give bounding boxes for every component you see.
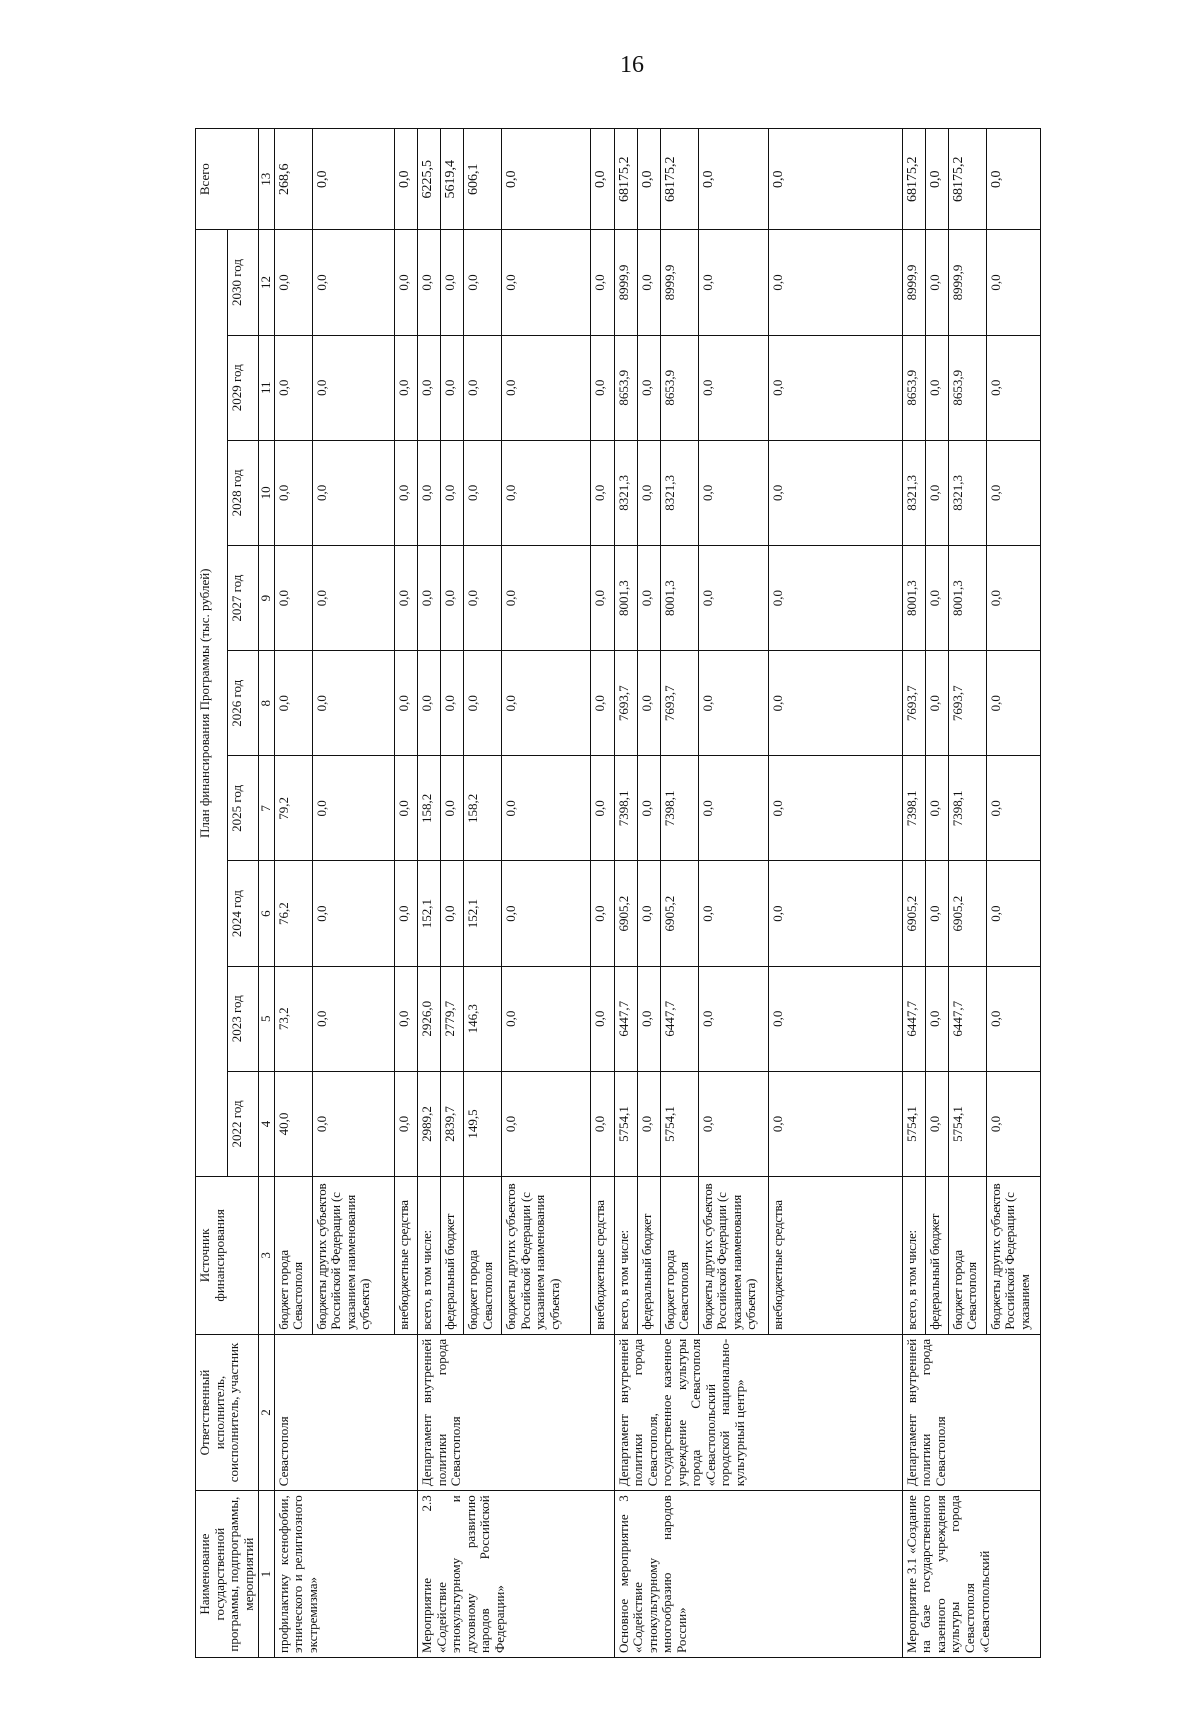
amount-cell: 7693,7 (614, 651, 637, 756)
amount-cell: 0,0 (502, 966, 591, 1071)
amount-cell: 0,0 (986, 861, 1040, 966)
amount-cell: 8321,3 (614, 440, 637, 545)
column-number: 13 (259, 129, 275, 230)
column-number: 8 (259, 651, 275, 756)
amount-cell: 0,0 (591, 1071, 614, 1176)
funding-source: внебюджетные средства (395, 1177, 418, 1335)
column-number: 7 (259, 756, 275, 861)
amount-cell: 0,0 (441, 335, 464, 440)
total-cell: 0,0 (637, 129, 660, 230)
header-year: 2028 год (227, 440, 259, 545)
amount-cell: 0,0 (274, 230, 312, 335)
amount-cell: 6447,7 (614, 966, 637, 1071)
amount-cell: 0,0 (395, 861, 418, 966)
amount-cell: 0,0 (274, 440, 312, 545)
amount-cell: 8653,9 (902, 335, 925, 440)
amount-cell: 0,0 (986, 651, 1040, 756)
amount-cell: 0,0 (418, 335, 441, 440)
total-cell: 0,0 (986, 129, 1040, 230)
total-cell: 0,0 (698, 129, 768, 230)
amount-cell: 0,0 (637, 1071, 660, 1176)
funding-source: внебюджетные средства (769, 1177, 903, 1335)
amount-cell: 0,0 (769, 335, 903, 440)
amount-cell: 0,0 (698, 651, 768, 756)
total-cell: 0,0 (769, 129, 903, 230)
amount-cell: 0,0 (925, 335, 948, 440)
amount-cell: 0,0 (925, 966, 948, 1071)
amount-cell: 7693,7 (902, 651, 925, 756)
amount-cell: 0,0 (441, 756, 464, 861)
table-body (274, 129, 1040, 1658)
amount-cell: 8653,9 (948, 335, 986, 440)
header-year: 2024 год (227, 861, 259, 966)
total-cell: 268,6 (274, 129, 312, 230)
amount-cell: 0,0 (769, 861, 903, 966)
amount-cell: 0,0 (698, 545, 768, 650)
amount-cell: 0,0 (637, 966, 660, 1071)
amount-cell: 0,0 (986, 440, 1040, 545)
table-row (418, 129, 441, 1658)
header-year: 2029 год (227, 335, 259, 440)
header-year: 2023 год (227, 966, 259, 1071)
amount-cell: 0,0 (591, 756, 614, 861)
total-cell: 0,0 (395, 129, 418, 230)
funding-source: бюджет города Севастополя (464, 1177, 502, 1335)
column-number: 3 (259, 1177, 275, 1335)
amount-cell: 73,2 (274, 966, 312, 1071)
amount-cell: 0,0 (769, 966, 903, 1071)
total-cell: 606,1 (464, 129, 502, 230)
funding-source: всего, в том числе: (418, 1177, 441, 1335)
amount-cell: 0,0 (312, 230, 394, 335)
amount-cell: 2926,0 (418, 966, 441, 1071)
amount-cell: 0,0 (637, 440, 660, 545)
amount-cell: 0,0 (698, 440, 768, 545)
amount-cell: 8321,3 (948, 440, 986, 545)
amount-cell: 0,0 (698, 1071, 768, 1176)
total-cell: 68175,2 (948, 129, 986, 230)
amount-cell: 0,0 (395, 335, 418, 440)
amount-cell: 7693,7 (948, 651, 986, 756)
amount-cell: 7398,1 (614, 756, 637, 861)
header-total: Всего (196, 129, 259, 230)
total-cell: 0,0 (312, 129, 394, 230)
measure-name: Основное мероприятие 3 «Содействие этнокультурному многообразию народов России» (614, 1491, 902, 1658)
amount-cell: 0,0 (464, 545, 502, 650)
amount-cell: 0,0 (925, 651, 948, 756)
amount-cell: 0,0 (418, 230, 441, 335)
header-source: Источник финансирования (196, 1177, 259, 1335)
amount-cell: 6905,2 (948, 861, 986, 966)
amount-cell: 7693,7 (660, 651, 698, 756)
column-numbers-row (259, 129, 275, 1658)
amount-cell: 0,0 (502, 756, 591, 861)
amount-cell: 2839,7 (441, 1071, 464, 1176)
total-cell: 6225,5 (418, 129, 441, 230)
amount-cell: 0,0 (925, 756, 948, 861)
amount-cell: 0,0 (418, 545, 441, 650)
amount-cell: 0,0 (925, 545, 948, 650)
amount-cell: 0,0 (925, 861, 948, 966)
amount-cell: 8999,9 (660, 230, 698, 335)
amount-cell: 0,0 (591, 440, 614, 545)
funding-source: внебюджетные средства (591, 1177, 614, 1335)
amount-cell: 0,0 (395, 651, 418, 756)
funding-source: бюджеты других субъектов Российской Федерации (с указанием наименования субъекта) (502, 1177, 591, 1335)
column-number: 2 (259, 1334, 275, 1490)
amount-cell: 0,0 (464, 440, 502, 545)
amount-cell: 0,0 (502, 861, 591, 966)
amount-cell: 0,0 (986, 756, 1040, 861)
page-number: 16 (620, 52, 644, 78)
amount-cell: 0,0 (698, 756, 768, 861)
funding-source: бюджеты других субъектов Российской Федерации (с указанием наименования субъекта) (312, 1177, 394, 1335)
column-number: 9 (259, 545, 275, 650)
amount-cell: 0,0 (637, 230, 660, 335)
amount-cell: 2989,2 (418, 1071, 441, 1176)
amount-cell: 6905,2 (902, 861, 925, 966)
amount-cell: 0,0 (502, 545, 591, 650)
amount-cell: 0,0 (464, 230, 502, 335)
amount-cell: 146,3 (464, 966, 502, 1071)
amount-cell: 0,0 (395, 756, 418, 861)
funding-source: федеральный бюджет (441, 1177, 464, 1335)
rotated-table-frame (195, 128, 1030, 1658)
amount-cell: 7398,1 (902, 756, 925, 861)
amount-cell: 0,0 (637, 651, 660, 756)
amount-cell: 8001,3 (660, 545, 698, 650)
amount-cell: 0,0 (502, 440, 591, 545)
table-row (902, 129, 925, 1658)
header-plan: План финансирования Программы (тыс. рублей) (196, 230, 228, 1177)
amount-cell: 76,2 (274, 861, 312, 966)
amount-cell: 158,2 (464, 756, 502, 861)
amount-cell: 0,0 (698, 230, 768, 335)
amount-cell: 0,0 (637, 545, 660, 650)
amount-cell: 0,0 (986, 335, 1040, 440)
amount-cell: 6905,2 (614, 861, 637, 966)
amount-cell: 0,0 (464, 335, 502, 440)
amount-cell: 0,0 (986, 966, 1040, 1071)
amount-cell: 0,0 (925, 230, 948, 335)
amount-cell: 0,0 (464, 651, 502, 756)
measure-name: профилактику ксенофобии, этнического и религиозного экстремизма» (274, 1491, 418, 1658)
amount-cell: 0,0 (395, 230, 418, 335)
amount-cell: 0,0 (395, 545, 418, 650)
column-number: 10 (259, 440, 275, 545)
amount-cell: 0,0 (637, 335, 660, 440)
total-cell: 68175,2 (660, 129, 698, 230)
amount-cell: 8999,9 (902, 230, 925, 335)
amount-cell: 0,0 (698, 966, 768, 1071)
table-header (196, 129, 275, 1658)
amount-cell: 6905,2 (660, 861, 698, 966)
amount-cell: 0,0 (769, 1071, 903, 1176)
amount-cell: 0,0 (698, 335, 768, 440)
amount-cell: 0,0 (312, 756, 394, 861)
amount-cell: 8321,3 (660, 440, 698, 545)
responsible-executor: Севастополя (274, 1334, 418, 1490)
column-number: 12 (259, 230, 275, 335)
amount-cell: 0,0 (591, 335, 614, 440)
amount-cell: 0,0 (769, 651, 903, 756)
total-cell: 68175,2 (902, 129, 925, 230)
amount-cell: 0,0 (395, 440, 418, 545)
amount-cell: 0,0 (769, 230, 903, 335)
amount-cell: 0,0 (395, 966, 418, 1071)
column-number: 1 (259, 1491, 275, 1658)
amount-cell: 0,0 (591, 230, 614, 335)
amount-cell: 0,0 (769, 545, 903, 650)
amount-cell: 8653,9 (614, 335, 637, 440)
amount-cell: 0,0 (274, 335, 312, 440)
amount-cell: 0,0 (637, 861, 660, 966)
amount-cell: 8001,3 (614, 545, 637, 650)
funding-source: федеральный бюджет (925, 1177, 948, 1335)
amount-cell: 79,2 (274, 756, 312, 861)
financing-table (195, 128, 1041, 1658)
funding-source: бюджет города Севастополя (948, 1177, 986, 1335)
funding-source: бюджеты других субъектов Российской Федерации (с указанием наименования субъекта) (698, 1177, 768, 1335)
column-number: 4 (259, 1071, 275, 1176)
amount-cell: 5754,1 (660, 1071, 698, 1176)
amount-cell: 0,0 (769, 756, 903, 861)
table-row (614, 129, 637, 1658)
amount-cell: 8999,9 (614, 230, 637, 335)
amount-cell: 0,0 (637, 756, 660, 861)
funding-source: бюджет города Севастополя (274, 1177, 312, 1335)
header-year: 2027 год (227, 545, 259, 650)
amount-cell: 0,0 (591, 861, 614, 966)
measure-name: Мероприятие 2.3 «Содействие этнокультурному и духовному развитию народов Российской Федерации» (418, 1491, 614, 1658)
amount-cell: 6447,7 (660, 966, 698, 1071)
amount-cell: 0,0 (502, 651, 591, 756)
funding-source: всего, в том числе: (902, 1177, 925, 1335)
rotated-table-canvas (195, 128, 1030, 1658)
responsible-executor: Департамент внутренней политики города Севастополя (418, 1334, 614, 1490)
total-cell: 68175,2 (614, 129, 637, 230)
amount-cell: 7398,1 (948, 756, 986, 861)
amount-cell: 0,0 (312, 966, 394, 1071)
amount-cell: 152,1 (464, 861, 502, 966)
total-cell: 5619,4 (441, 129, 464, 230)
amount-cell: 5754,1 (614, 1071, 637, 1176)
column-number: 6 (259, 861, 275, 966)
header-year: 2022 год (227, 1071, 259, 1176)
amount-cell: 0,0 (395, 1071, 418, 1176)
responsible-executor: Департамент внутренней политики города Севастополя, государственное казенное учреждение культуры города Севастополя «Севастопольский городской национально-культурный центр» (614, 1334, 902, 1490)
amount-cell: 0,0 (312, 1071, 394, 1176)
amount-cell: 0,0 (441, 230, 464, 335)
header-responsible: Ответственный исполнитель, соисполнитель, участник (196, 1334, 259, 1490)
amount-cell: 0,0 (441, 861, 464, 966)
amount-cell: 149,5 (464, 1071, 502, 1176)
amount-cell: 0,0 (312, 651, 394, 756)
amount-cell: 8321,3 (902, 440, 925, 545)
amount-cell: 152,1 (418, 861, 441, 966)
amount-cell: 40,0 (274, 1071, 312, 1176)
amount-cell: 0,0 (441, 440, 464, 545)
amount-cell: 8001,3 (948, 545, 986, 650)
amount-cell: 8999,9 (948, 230, 986, 335)
amount-cell: 0,0 (502, 1071, 591, 1176)
table-row (274, 129, 312, 1658)
amount-cell: 0,0 (312, 335, 394, 440)
amount-cell: 0,0 (418, 651, 441, 756)
amount-cell: 0,0 (698, 861, 768, 966)
amount-cell: 0,0 (441, 651, 464, 756)
amount-cell: 5754,1 (902, 1071, 925, 1176)
amount-cell: 158,2 (418, 756, 441, 861)
total-cell: 0,0 (925, 129, 948, 230)
amount-cell: 0,0 (274, 651, 312, 756)
amount-cell: 0,0 (925, 1071, 948, 1176)
amount-cell: 0,0 (441, 545, 464, 650)
amount-cell: 0,0 (986, 230, 1040, 335)
funding-source: бюджет города Севастополя (660, 1177, 698, 1335)
measure-name: Мероприятие 3.1 «Создание на базе государственного казенного учреждения культуры города Севастополя «Севастопольский (902, 1491, 1040, 1658)
total-cell: 0,0 (591, 129, 614, 230)
header-year: 2026 год (227, 651, 259, 756)
amount-cell: 0,0 (274, 545, 312, 650)
amount-cell: 5754,1 (948, 1071, 986, 1176)
amount-cell: 0,0 (591, 651, 614, 756)
amount-cell: 0,0 (591, 545, 614, 650)
responsible-executor: Департамент внутренней политики города Севастополя (902, 1334, 1040, 1490)
funding-source: федеральный бюджет (637, 1177, 660, 1335)
amount-cell: 0,0 (502, 230, 591, 335)
amount-cell: 2779,7 (441, 966, 464, 1071)
funding-source: всего, в том числе: (614, 1177, 637, 1335)
amount-cell: 6447,7 (948, 966, 986, 1071)
amount-cell: 6447,7 (902, 966, 925, 1071)
amount-cell: 8001,3 (902, 545, 925, 650)
column-number: 5 (259, 966, 275, 1071)
amount-cell: 0,0 (986, 545, 1040, 650)
amount-cell: 8653,9 (660, 335, 698, 440)
amount-cell: 0,0 (312, 545, 394, 650)
column-number: 11 (259, 335, 275, 440)
amount-cell: 0,0 (925, 440, 948, 545)
header-year: 2030 год (227, 230, 259, 335)
amount-cell: 7398,1 (660, 756, 698, 861)
amount-cell: 0,0 (769, 440, 903, 545)
amount-cell: 0,0 (418, 440, 441, 545)
header-year: 2025 год (227, 756, 259, 861)
amount-cell: 0,0 (502, 335, 591, 440)
total-cell: 0,0 (502, 129, 591, 230)
amount-cell: 0,0 (986, 1071, 1040, 1176)
amount-cell: 0,0 (312, 440, 394, 545)
amount-cell: 0,0 (591, 966, 614, 1071)
amount-cell: 0,0 (312, 861, 394, 966)
header-name: Наименование государственной программы, подпрограммы, мероприятий (196, 1491, 259, 1658)
funding-source: бюджеты других субъектов Российской Федерации (с указанием (986, 1177, 1040, 1335)
